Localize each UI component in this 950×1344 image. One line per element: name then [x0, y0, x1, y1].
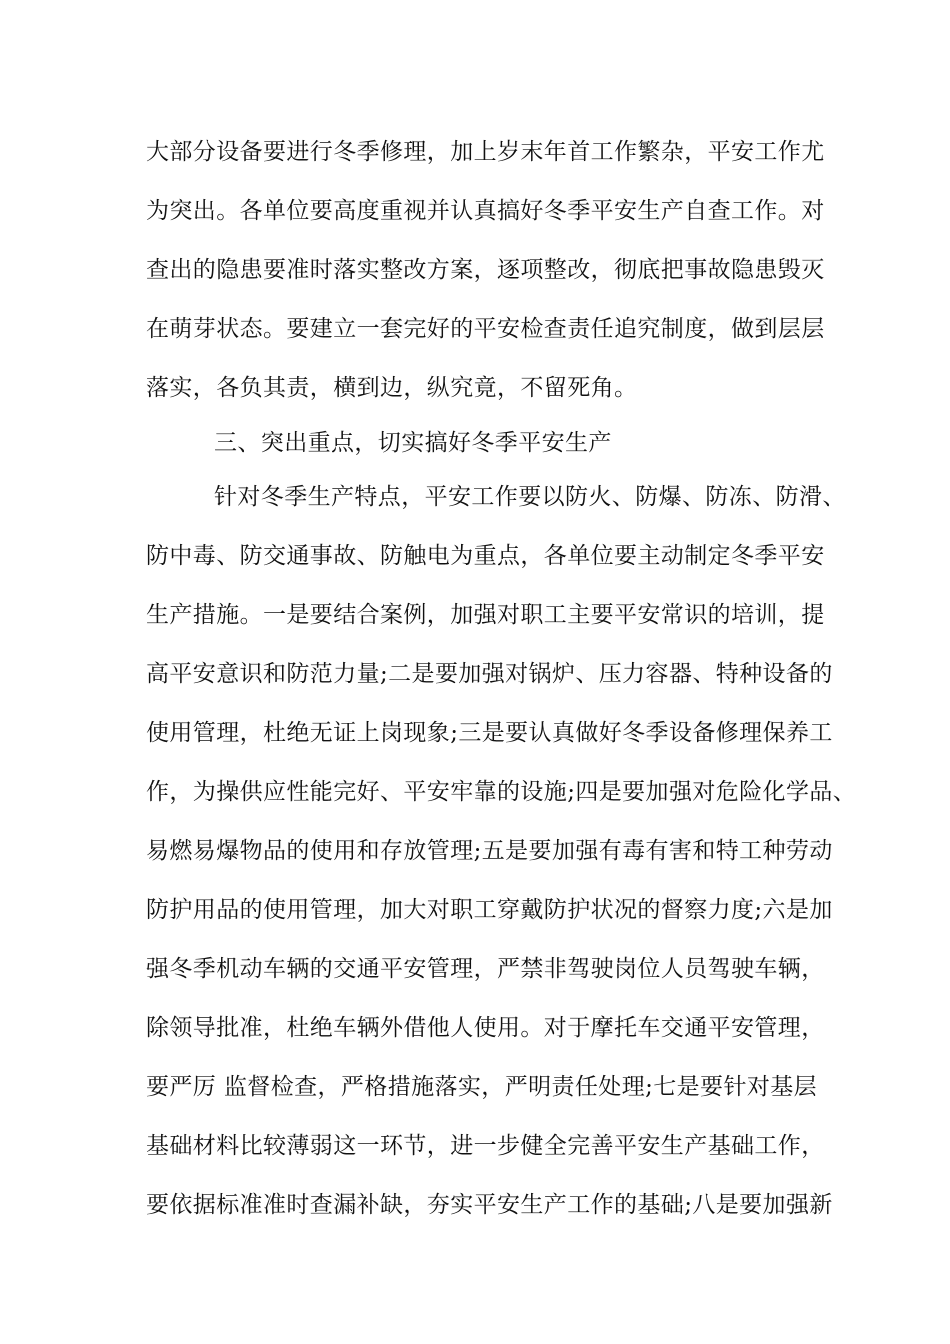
body-line: 高平安意识和防范力量;二是要加强对锅炉、压力容器、特种设备的 — [146, 661, 833, 687]
body-line: 落实，各负其责，横到边，纵究竟，不留死角。 — [146, 375, 638, 401]
body-line: 防护用品的使用管理，加大对职工穿戴防护状况的督察力度;六是加 — [146, 897, 833, 923]
body-line: 在萌芽状态。要建立一套完好的平安检查责任追究制度，做到层层 — [146, 316, 825, 342]
body-line: 强冬季机动车辆的交通平安管理，严禁非驾驶岗位人员驾驶车辆， — [146, 956, 825, 982]
body-line: 查出的隐患要准时落实整改方案，逐项整改，彻底把事故隐患毁灭 — [146, 257, 825, 283]
body-line: 易燃易爆物品的使用和存放管理;五是要加强有毒有害和特工种劳动 — [146, 838, 833, 864]
body-line: 使用管理，杜绝无证上岗现象;三是要认真做好冬季设备修理保养工 — [146, 720, 833, 746]
body-line: 大部分设备要进行冬季修理，加上岁末年首工作繁杂，平安工作尤 — [146, 139, 825, 165]
body-line: 基础材料比较薄弱这一环节，进一步健全完善平安生产基础工作， — [146, 1133, 825, 1159]
body-line: 要依据标准准时查漏补缺，夯实平安生产工作的基础;八是要加强新 — [146, 1192, 833, 1218]
body-line: 除领导批准，杜绝车辆外借他人使用。对于摩托车交通平安管理， — [146, 1015, 825, 1041]
body-line: 生产措施。一是要结合案例，加强对职工主要平安常识的培训，提 — [146, 602, 825, 628]
section-heading: 三、突出重点，切实搞好冬季平安生产 — [214, 430, 612, 456]
body-line: 防中毒、防交通事故、防触电为重点，各单位要主动制定冬季平安 — [146, 543, 825, 569]
body-line: 要严厉 监督检查，严格措施落实，严明责任处理;七是要针对基层 — [146, 1074, 818, 1100]
body-line: 为突出。各单位要高度重视并认真搞好冬季平安生产自查工作。对 — [146, 198, 825, 224]
body-line: 作，为操供应性能完好、平安牢靠的设施;四是要加强对危险化学品、 — [146, 779, 857, 805]
paragraph-first-line: 针对冬季生产特点，平安工作要以防火、防爆、防冻、防滑、 — [214, 484, 846, 510]
